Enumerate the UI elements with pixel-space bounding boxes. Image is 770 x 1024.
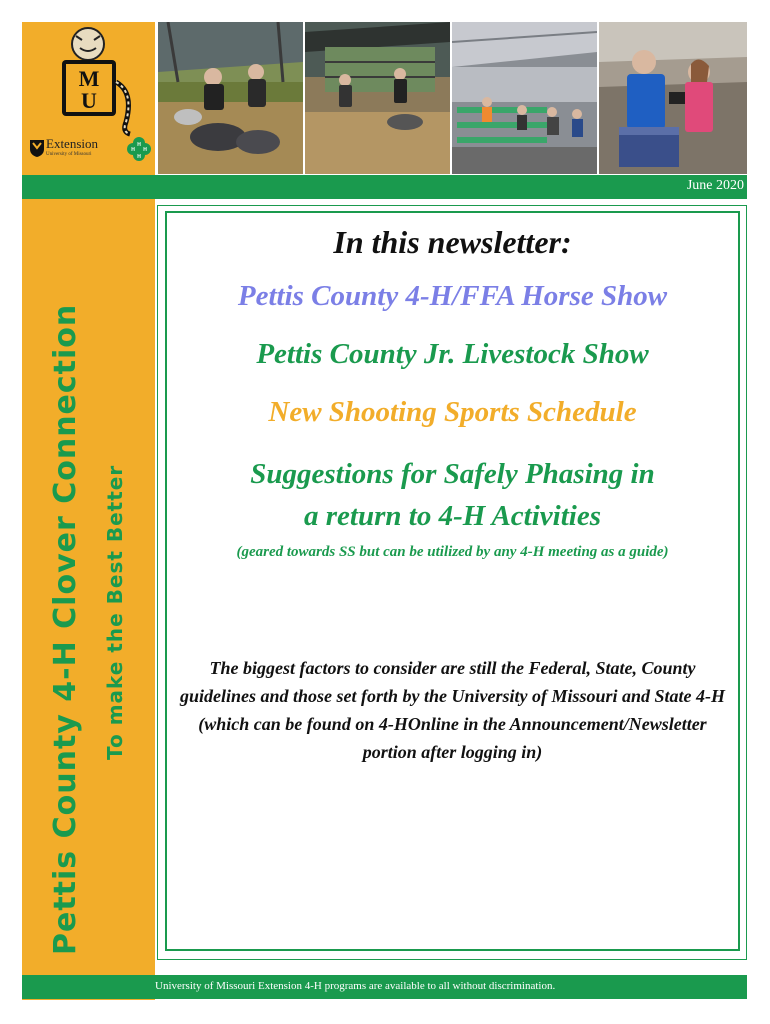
header-band — [22, 175, 747, 199]
item-livestock-show: Pettis County Jr. Livestock Show — [256, 338, 649, 370]
extension-label: Extension — [46, 136, 98, 151]
item-geared-note: (geared towards SS but can be utilized by any 4-H meeting as a guide) — [236, 544, 669, 560]
svg-text:H: H — [137, 154, 141, 160]
photo-check-in — [599, 22, 747, 174]
item-suggestions-line2: a return to 4-H Activities — [304, 500, 601, 532]
svg-text:M: M — [78, 66, 100, 91]
extension-sub-label: University of Missouri — [46, 152, 92, 157]
4h-clover-icon — [126, 136, 152, 162]
item-shooting-schedule: New Shooting Sports Schedule — [268, 396, 637, 428]
item-suggestions-line1: Suggestions for Safely Phasing in — [250, 458, 655, 490]
content-frame-inner — [165, 211, 740, 951]
photo-barn-straw — [305, 22, 450, 174]
issue-date: June 2020 — [686, 178, 744, 193]
svg-text:H: H — [131, 147, 135, 153]
item-horse-show: Pettis County 4-H/FFA Horse Show — [237, 280, 668, 312]
photo-pigs-pen — [158, 22, 303, 174]
newsletter-motto: To make the Best Better — [103, 464, 127, 760]
svg-text:U: U — [81, 88, 97, 113]
svg-text:H: H — [143, 147, 147, 153]
body-paragraph: The biggest factors to consider are still the Federal, State, County guidelines and those set forth by the University of Missouri and State 4-H (which can be found on 4-HOnline in the Announcement/Newsletter portion after logging in) — [179, 658, 726, 762]
contents-heading: In this newsletter: — [333, 224, 572, 260]
extension-shield-icon — [28, 138, 46, 158]
footer-disclaimer: University of Missouri Extension 4-H programs are available to all without discrimination. — [155, 980, 556, 992]
photo-arena-bleachers — [452, 22, 597, 174]
newsletter-title: Pettis County 4-H Clover Connection — [48, 303, 83, 955]
svg-text:H: H — [137, 142, 141, 148]
